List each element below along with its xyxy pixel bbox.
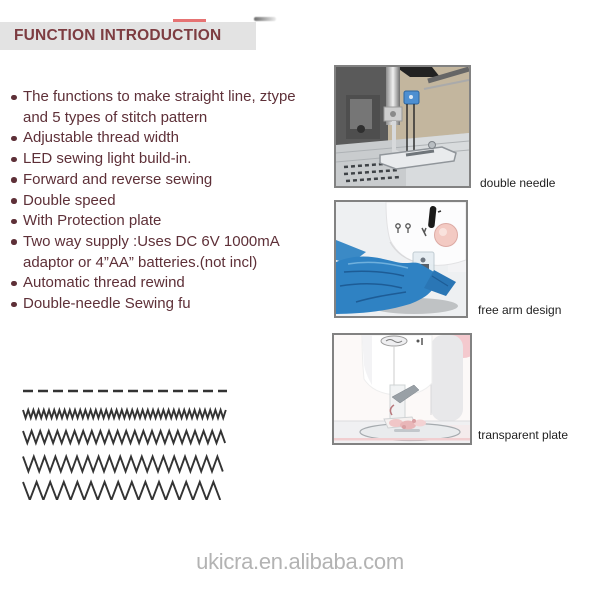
feature-text: adaptor or 4”AA” batteries.(not incl) — [23, 253, 258, 271]
bullet-dot — [10, 294, 23, 315]
caption-double-needle: double needle — [480, 176, 556, 190]
product-photo-transparent-plate — [332, 333, 472, 445]
bullet-dot — [10, 170, 23, 191]
caption-free-arm: free arm design — [478, 303, 562, 317]
bullet-dot — [10, 191, 23, 212]
feature-item — [10, 294, 332, 315]
feature-text: Double-needle Sewing fu — [23, 295, 191, 313]
stitch-row-1 — [23, 410, 226, 418]
feature-item — [10, 128, 332, 149]
bullet-dot — [10, 128, 23, 149]
feature-text: Adjustable thread width — [23, 129, 179, 147]
free-arm-illustration — [336, 202, 466, 316]
stitch-pattern-figure — [20, 384, 230, 500]
product-photo-free-arm — [334, 200, 468, 318]
bullet-dot — [10, 232, 23, 273]
feature-text: Double speed — [23, 191, 116, 209]
transparent-plate-illustration — [334, 335, 470, 443]
product-photo-double-needle — [334, 65, 471, 188]
feature-item — [10, 273, 332, 294]
bullet-dot — [10, 87, 23, 128]
feature-item — [10, 191, 332, 212]
feature-text: Two way supply :Uses DC 6V 1000mA — [23, 232, 280, 250]
double-needle-illustration — [336, 67, 469, 186]
watermark-text: ukicra.en.alibaba.com — [196, 549, 404, 574]
section-header — [0, 22, 256, 50]
stitch-row-2 — [23, 431, 225, 443]
feature-item — [10, 211, 332, 232]
feature-item — [10, 232, 332, 273]
feature-item — [10, 149, 332, 170]
feature-text: LED sewing light build-in. — [23, 150, 192, 168]
feature-item — [10, 170, 332, 191]
bullet-dot — [10, 211, 23, 232]
feature-text: and 5 types of stitch pattern — [23, 108, 208, 126]
bullet-dot — [10, 273, 23, 294]
feature-text: Automatic thread rewind — [23, 274, 185, 292]
feature-list — [10, 87, 332, 315]
feature-text: With Protection plate — [23, 212, 162, 230]
bullet-dot — [10, 149, 23, 170]
feature-text: The functions to make straight line, ztype — [23, 88, 296, 105]
feature-item — [10, 87, 332, 128]
feature-text: Forward and reverse sewing — [23, 170, 213, 188]
gray-smudge-mark — [254, 17, 276, 21]
stitch-row-4 — [23, 482, 220, 500]
caption-transparent-plate: transparent plate — [478, 428, 569, 442]
page-title: FUNCTION INTRODUCTION — [14, 27, 222, 44]
stitch-row-3 — [23, 457, 223, 472]
